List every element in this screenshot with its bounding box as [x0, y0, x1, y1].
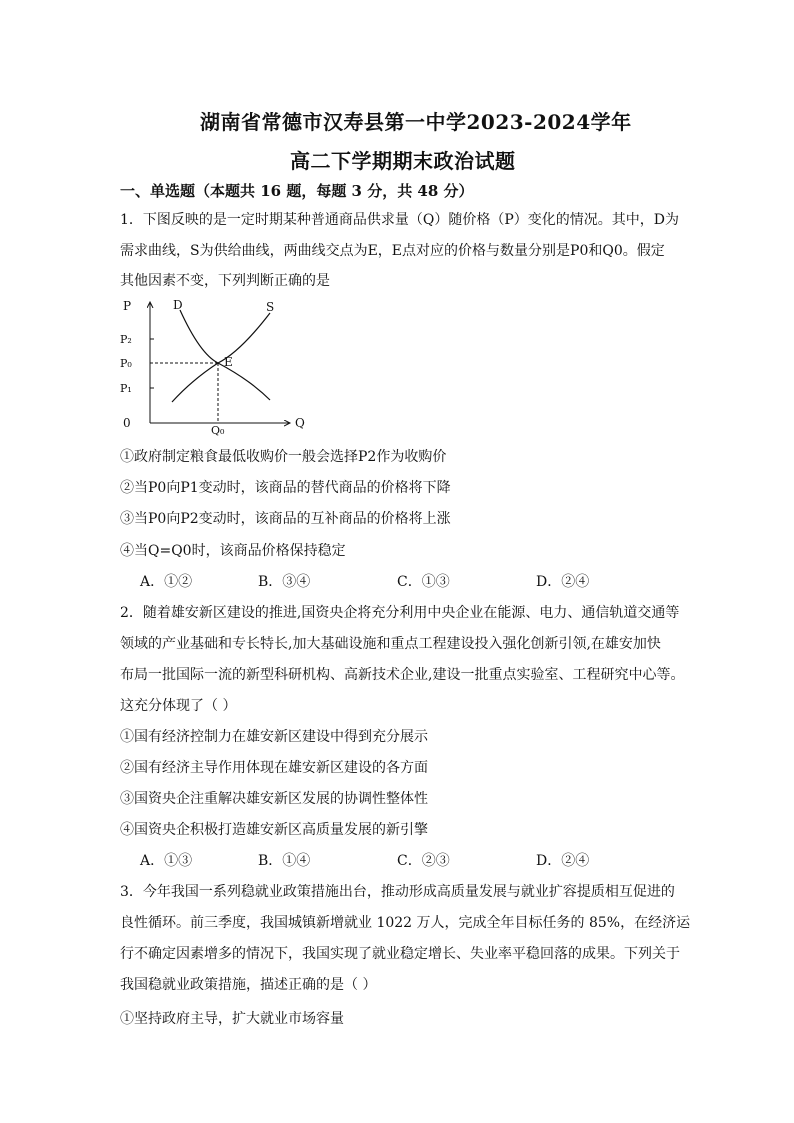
q2-line-2: 领域的产业基础和专长特长,加大基础设施和重点工程建设投入强化创新引领,在雄安加快	[120, 636, 661, 652]
q1-option-d[interactable]: D．②④	[536, 574, 590, 590]
q1-line-1: 1．下图反映的是一定时期某种普通商品供求量（Q）随价格（P）变化的情况。其中，D为	[120, 212, 680, 228]
q2-option-c[interactable]: C．②③	[397, 853, 450, 869]
q1-line-3: 其他因素不变，下列判断正确的是	[120, 273, 330, 289]
q1-option-b[interactable]: B．③④	[258, 574, 311, 590]
supply-curve	[172, 313, 270, 402]
y-axis-label: P	[123, 299, 132, 313]
q2-line-1: 2．随着雄安新区建设的推进,国资央企将充分利用中央企业在能源、电力、通信轨道交通等	[120, 605, 680, 621]
tick-label-p1: P₁	[120, 382, 132, 395]
q1-line-2: 需求曲线，S为供给曲线，两曲线交点为E，E点对应的价格与数量分别是P0和Q0。假定	[120, 243, 665, 259]
x-axis-label: Q	[295, 416, 305, 430]
q1-option-c[interactable]: C．①③	[397, 574, 450, 590]
supply-demand-chart	[112, 296, 312, 436]
supply-label: S	[266, 300, 275, 314]
equilibrium-label: E	[224, 355, 233, 369]
q3-line-1: 3．今年我国一系列稳就业政策措施出台，推动形成高质量发展与就业扩容提质相互促进的	[120, 884, 675, 900]
q2-statement-4: ④国资央企积极打造雄安新区高质量发展的新引擎	[120, 822, 428, 838]
q1-statement-3: ③当P0向P2变动时，该商品的互补商品的价格将上涨	[120, 511, 451, 527]
q2-option-d[interactable]: D．②④	[536, 853, 590, 869]
q2-line-4: 这充分体现了（ ）	[120, 698, 237, 714]
tick-label-p0: P₀	[120, 357, 132, 370]
q2-statement-2: ②国有经济主导作用体现在雄安新区建设的各方面	[120, 760, 428, 776]
page-title-line2: 高二下学期期末政治试题	[290, 149, 516, 173]
q3-line-2: 良性循环。前三季度，我国城镇新增就业 1022 万人，完成全年目标任务的 85%，在经济运	[120, 915, 691, 931]
q1-option-a[interactable]: A．①②	[140, 574, 193, 590]
q3-statement-1: ①坚持政府主导，扩大就业市场容量	[120, 1011, 344, 1027]
origin-label: 0	[123, 416, 131, 430]
demand-label: D	[173, 298, 183, 312]
q1-statement-4: ④当Q=Q0时，该商品价格保持稳定	[120, 543, 346, 559]
q3-line-4: 我国稳就业政策措施，描述正确的是（ ）	[120, 977, 377, 993]
tick-label-p2: P₂	[120, 333, 132, 346]
tick-label-q0: Q₀	[211, 424, 225, 436]
q1-statement-1: ①政府制定粮食最低收购价一般会选择P2作为收购价	[120, 449, 447, 465]
section-heading: 一、单选题（本题共 16 题，每题 3 分，共 48 分）	[120, 182, 474, 200]
page-title-line1: 湖南省常德市汉寿县第一中学2023-2024学年	[200, 110, 632, 134]
q2-statement-3: ③国资央企注重解决雄安新区发展的协调性整体性	[120, 791, 428, 807]
q2-option-a[interactable]: A．①③	[140, 853, 193, 869]
q2-line-3: 布局一批国际一流的新型科研机构、高新技术企业,建设一批重点实验室、工程研究中心等。	[120, 667, 685, 683]
q1-statement-2: ②当P0向P1变动时，该商品的替代商品的价格将下降	[120, 480, 451, 496]
q2-statement-1: ①国有经济控制力在雄安新区建设中得到充分展示	[120, 729, 428, 745]
q2-option-b[interactable]: B．①④	[258, 853, 311, 869]
q3-line-3: 行不确定因素增多的情况下，我国实现了就业稳定增长、失业率平稳回落的成果。下列关于	[120, 946, 680, 962]
